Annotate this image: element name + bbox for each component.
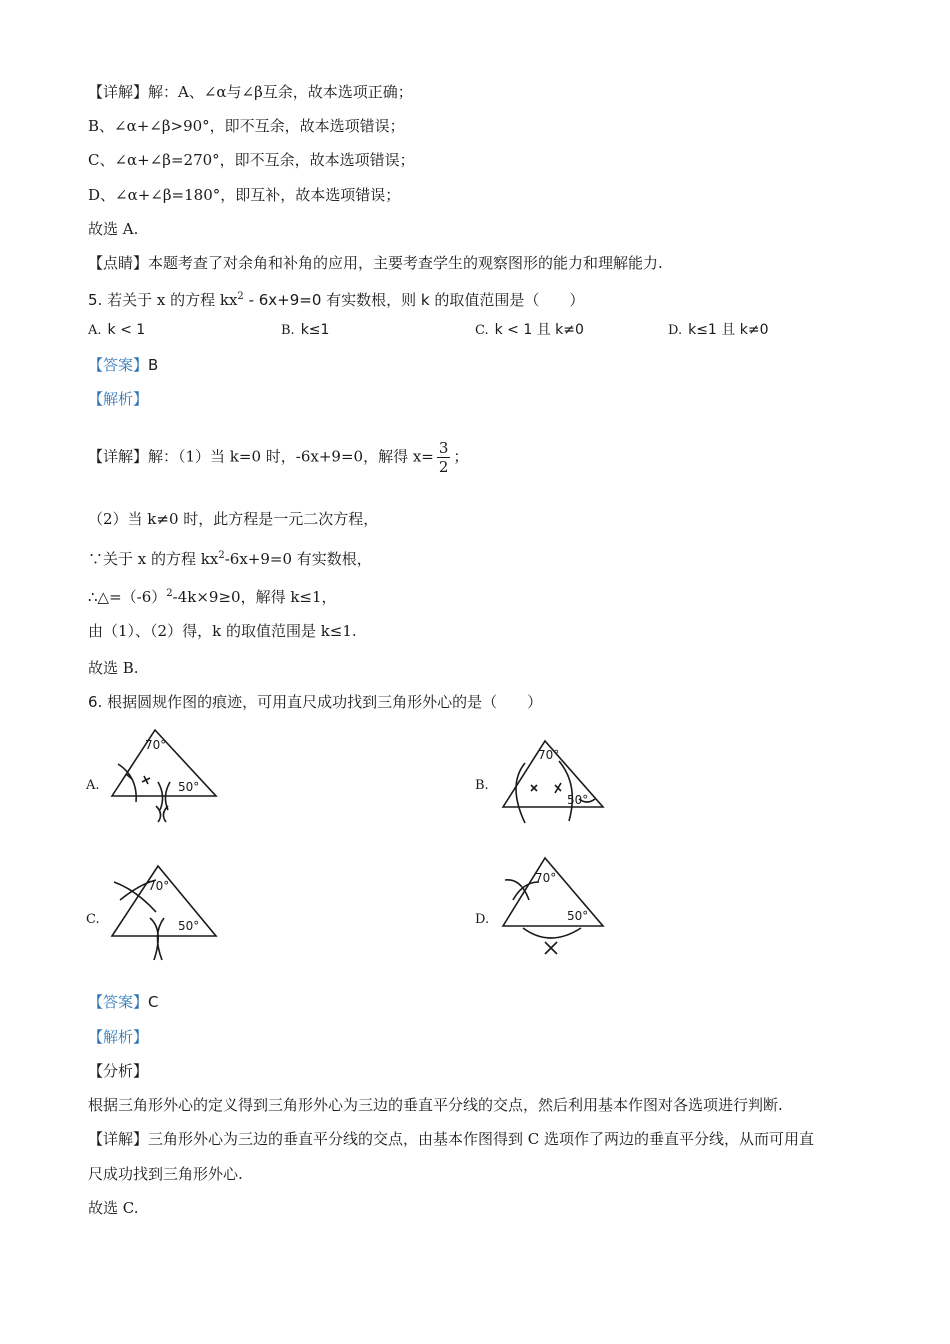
detail-line-2: 尺成功找到三角形外心. xyxy=(88,1165,243,1183)
option-text: k≤1 xyxy=(300,322,330,338)
answer-tag: 【答案】 xyxy=(88,356,149,374)
figure-d-triangle xyxy=(495,852,610,962)
solution-line-b: B、∠α+∠β>90°，即不互余，故本选项错误； xyxy=(88,117,405,135)
question-text: 根据圆规作图的痕迹，可用直尺成功找到三角形外心的是（ ） xyxy=(107,693,543,711)
question-6-stem xyxy=(88,692,542,712)
step-text: -6x+9=0 有实数根， xyxy=(224,550,372,568)
option-a xyxy=(88,320,145,341)
solution-conclusion: 故选 A. xyxy=(88,220,139,238)
solution-step3 xyxy=(88,546,372,569)
step-text: ∵关于 x 的方程 kx xyxy=(88,550,219,568)
angle-label-right: 50° xyxy=(178,780,200,794)
detail-line-1: 【详解】三角形外心为三边的垂直平分线的交点，由基本作图得到 C 选项作了两边的垂直平分线，从而可用直 xyxy=(88,1130,815,1148)
figure-a-triangle xyxy=(100,722,230,827)
figure-c-label: C. xyxy=(86,912,100,927)
solution-conclusion: 故选 B. xyxy=(88,659,139,677)
answer-line xyxy=(88,355,158,375)
option-text: k < 1 xyxy=(107,322,146,338)
option-letter: B. xyxy=(281,323,295,338)
solution-conclusion: 故选 C. xyxy=(88,1199,139,1217)
answer-tag: 【答案】 xyxy=(88,993,149,1011)
solution-line-d: D、∠α+∠β=180°，即互补，故本选项错误； xyxy=(88,186,401,204)
option-text: k≤1 且 k≠0 xyxy=(688,322,769,338)
exponent: 2 xyxy=(218,550,225,561)
question-number: 5. xyxy=(88,291,103,309)
solution-step4 xyxy=(88,584,337,607)
step-text: ∴△=（-6） xyxy=(88,588,167,606)
answer-value: C xyxy=(148,993,159,1011)
figure-b-triangle xyxy=(495,735,610,825)
analysis-tag: 【解析】 xyxy=(88,1028,149,1046)
solution-comment: 【点睛】本题考查了对余角和补角的应用，主要考查学生的观察图形的能力和理解能力. xyxy=(88,254,663,272)
analysis-head: 【分析】 xyxy=(88,1062,149,1080)
option-c xyxy=(475,320,584,341)
angle-label-right: 50° xyxy=(567,909,589,923)
fraction-numerator: 3 xyxy=(438,439,449,457)
angle-label-top: 70° xyxy=(538,748,560,762)
analysis-tag: 【解析】 xyxy=(88,390,149,408)
question-text: 若关于 x 的方程 kx xyxy=(107,291,238,309)
question-text: - 6x+9=0 有实数根，则 k 的取值范围是（ ） xyxy=(243,291,585,309)
angle-label-top: 70° xyxy=(148,879,170,893)
analysis-text: 根据三角形外心的定义得到三角形外心为三边的垂直平分线的交点，然后利用基本作图对各选项进行判断. xyxy=(88,1096,783,1114)
angle-label-top: 70° xyxy=(535,871,557,885)
fraction xyxy=(437,439,451,476)
figure-b-label: B. xyxy=(475,778,489,793)
fraction-denominator: 2 xyxy=(438,458,449,476)
solution-line-c: C、∠α+∠β=270°，即不互余，故本选项错误； xyxy=(88,151,415,169)
option-letter: A. xyxy=(88,323,102,338)
figure-a-label: A. xyxy=(86,778,100,793)
figure-c-triangle xyxy=(100,860,230,965)
option-d xyxy=(668,320,768,341)
solution-step2: （2）当 k≠0 时，此方程是一元二次方程， xyxy=(88,510,379,528)
question-5-stem xyxy=(88,287,584,310)
detail-text: 【详解】解：（1）当 k=0 时，-6x+9=0，解得 x= xyxy=(88,447,434,466)
option-letter: D. xyxy=(668,323,683,338)
exponent: 2 xyxy=(237,291,244,302)
solution-detail-step1 xyxy=(88,439,468,476)
option-text: k < 1 且 k≠0 xyxy=(494,322,584,338)
solution-step5: 由（1）、（2）得，k 的取值范围是 k≤1. xyxy=(88,622,357,640)
exponent: 2 xyxy=(166,588,173,599)
option-b xyxy=(281,320,329,341)
angle-label-right: 50° xyxy=(178,919,200,933)
figure-d-label: D. xyxy=(475,912,490,927)
answer-value: B xyxy=(148,356,159,374)
step-text: -4k×9≥0，解得 k≤1， xyxy=(172,588,337,606)
question-number: 6. xyxy=(88,693,103,711)
angle-label-top: 70° xyxy=(145,738,167,752)
detail-text: ； xyxy=(453,447,469,466)
option-letter: C. xyxy=(475,323,489,338)
angle-label-right: 50° xyxy=(567,793,589,807)
solution-detail-line: 【详解】解：A、∠α与∠β互余，故本选项正确； xyxy=(88,83,413,101)
answer-line xyxy=(88,992,159,1012)
